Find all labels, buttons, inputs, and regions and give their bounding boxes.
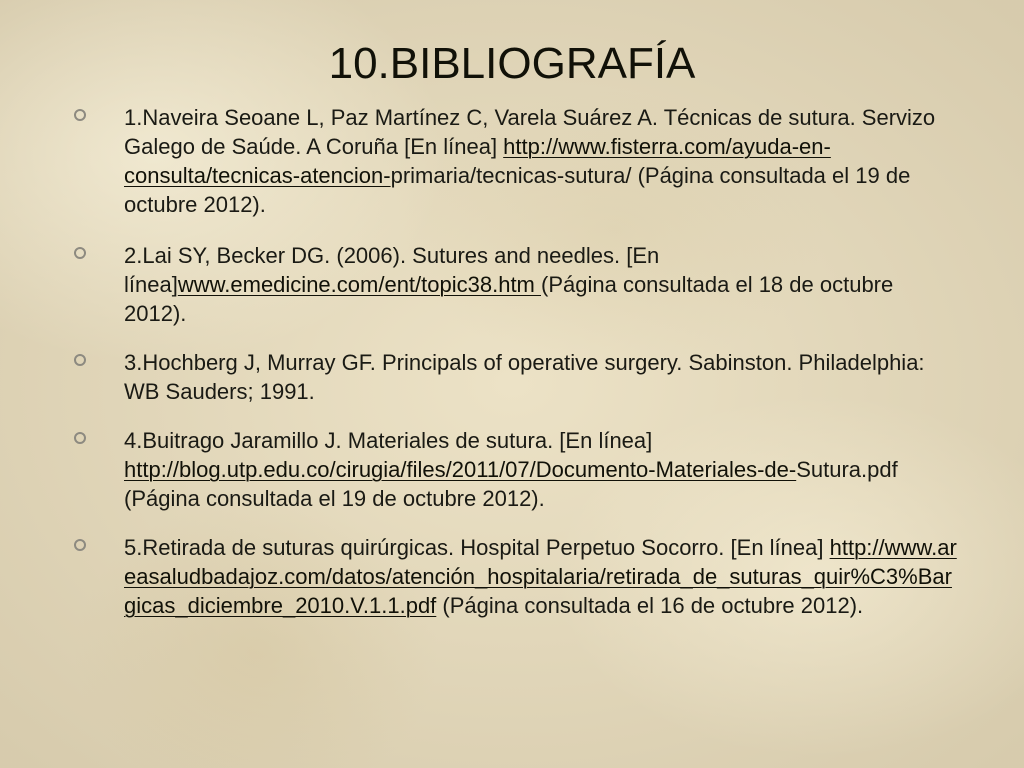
reference-text-after: primaria/tecnicas-sutura/ (Página consultada el 19 de octubre 2012). xyxy=(124,163,911,217)
circle-bullet-icon xyxy=(74,432,86,444)
reference-item xyxy=(70,348,960,406)
circle-bullet-icon xyxy=(74,539,86,551)
reference-text: 5.Retirada de suturas quirúrgicas. Hospital Perpetuo Socorro. [En línea] xyxy=(124,535,830,560)
reference-text: 4.Buitrago Jaramillo J. Materiales de sutura. [En línea] xyxy=(124,428,653,453)
reference-link[interactable]: http://blog.utp.edu.co/cirugia/files/2011/07/Documento-Materiales-de- xyxy=(124,457,797,482)
circle-bullet-icon xyxy=(74,354,86,366)
reference-item xyxy=(70,103,960,219)
reference-text: 1.Naveira Seoane L, Paz Martínez C, Varela Suárez A. Técnicas de sutura. Servizo Galego de Saúde. A Coruña [En línea] xyxy=(124,105,936,159)
reference-list xyxy=(70,103,960,640)
reference-link[interactable]: www.emedicine.com/ent/topic38.htm xyxy=(177,272,541,297)
reference-text: 2.Lai SY, Becker DG. (2006). Sutures and needles. [En línea] xyxy=(124,243,660,297)
reference-text-after: (Página consultada el 16 de octubre 2012). xyxy=(436,593,864,618)
reference-item xyxy=(70,533,960,620)
reference-text: 3.Hochberg J, Murray GF. Principals of operative surgery. Sabinston. Philadelphia: WB Sauders; 1991. xyxy=(124,350,925,404)
circle-bullet-icon xyxy=(74,247,86,259)
reference-link[interactable]: http://www.fisterra.com/ayuda-en-consulta/tecnicas-atencion- xyxy=(124,134,831,188)
reference-item xyxy=(70,426,960,513)
slide-title: 10.BIBLIOGRAFÍA xyxy=(328,39,696,88)
reference-link[interactable]: http://www.areasaludbadajoz.com/datos/atención_hospitalaria/retirada_de_suturas_quir%C3%Bargicas_diciembre_2010.V.1.1.pdf xyxy=(124,535,957,618)
reference-item xyxy=(70,241,960,328)
circle-bullet-icon xyxy=(74,109,86,121)
reference-text-after: Sutura.pdf (Página consultada el 19 de octubre 2012). xyxy=(124,457,898,511)
reference-text-after: (Página consultada el 18 de octubre 2012). xyxy=(124,272,894,326)
